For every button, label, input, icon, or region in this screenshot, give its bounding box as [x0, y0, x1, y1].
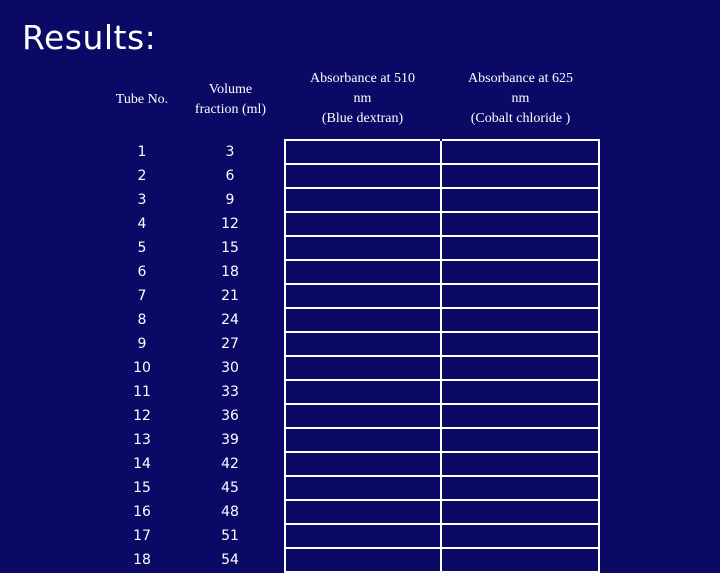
cell-volume-fraction: 21	[221, 288, 239, 304]
cell-tube-no: 17	[133, 528, 151, 544]
cell-tube-no: 8	[137, 312, 147, 328]
table-row	[108, 524, 599, 548]
cell-absorbance-625[interactable]	[441, 212, 599, 236]
cell-absorbance-510[interactable]	[285, 404, 441, 428]
cell-tube-no: 14	[133, 456, 151, 472]
cell-tube-no: 5	[137, 240, 147, 256]
cell-absorbance-625[interactable]	[441, 548, 599, 572]
cell-absorbance-510[interactable]	[285, 500, 441, 524]
cell-absorbance-510[interactable]	[285, 548, 441, 572]
table-row	[108, 284, 599, 308]
header-row	[108, 59, 599, 140]
cell-absorbance-625[interactable]	[441, 140, 599, 164]
cell-tube-no: 3	[137, 192, 147, 208]
cell-volume-fraction: 45	[221, 480, 239, 496]
header-abs625-line3: (Cobalt chloride )	[470, 111, 571, 126]
cell-absorbance-625[interactable]	[441, 308, 599, 332]
cell-tube-no: 10	[133, 360, 151, 376]
slide-title: Results:	[22, 18, 157, 57]
cell-absorbance-625[interactable]	[441, 236, 599, 260]
cell-absorbance-625[interactable]	[441, 332, 599, 356]
table-row	[108, 476, 599, 500]
cell-tube-no: 2	[137, 168, 147, 184]
cell-volume-fraction: 24	[221, 312, 239, 328]
header-absorbance-625	[441, 59, 599, 140]
table-row	[108, 212, 599, 236]
table-row	[108, 164, 599, 188]
cell-absorbance-510[interactable]	[285, 212, 441, 236]
cell-absorbance-510[interactable]	[285, 332, 441, 356]
cell-volume-fraction: 48	[221, 504, 239, 520]
cell-absorbance-510[interactable]	[285, 236, 441, 260]
cell-absorbance-510[interactable]	[285, 380, 441, 404]
header-abs510-line1: Absorbance at 510	[310, 71, 415, 86]
header-abs510-line3: (Blue dextran)	[321, 111, 404, 126]
cell-volume-fraction: 33	[221, 384, 239, 400]
header-tube-no	[108, 59, 176, 140]
cell-absorbance-625[interactable]	[441, 428, 599, 452]
cell-tube-no: 4	[137, 216, 147, 232]
cell-volume-fraction: 6	[225, 168, 235, 184]
cell-volume-fraction: 9	[225, 192, 235, 208]
table-row	[108, 548, 599, 572]
header-absorbance-510	[285, 59, 441, 140]
cell-volume-fraction: 12	[221, 216, 239, 232]
cell-tube-no: 15	[133, 480, 151, 496]
cell-volume-fraction: 3	[225, 144, 235, 160]
header-volume-line1: Volume	[208, 81, 253, 97]
cell-tube-no: 12	[133, 408, 151, 424]
header-volume	[176, 59, 285, 140]
cell-volume-fraction: 51	[221, 528, 239, 544]
cell-absorbance-625[interactable]	[441, 284, 599, 308]
cell-tube-no: 1	[137, 144, 147, 160]
cell-absorbance-510[interactable]	[285, 308, 441, 332]
cell-absorbance-510[interactable]	[285, 476, 441, 500]
table-row	[108, 332, 599, 356]
table-row	[108, 500, 599, 524]
cell-tube-no: 6	[137, 264, 147, 280]
cell-absorbance-625[interactable]	[441, 404, 599, 428]
cell-volume-fraction: 36	[221, 408, 239, 424]
cell-tube-no: 9	[137, 336, 147, 352]
cell-volume-fraction: 27	[221, 336, 239, 352]
cell-absorbance-625[interactable]	[441, 452, 599, 476]
header-volume-line2: fraction (ml)	[194, 101, 267, 117]
table-row	[108, 428, 599, 452]
cell-volume-fraction: 15	[221, 240, 239, 256]
cell-tube-no: 13	[133, 432, 151, 448]
cell-volume-fraction: 39	[221, 432, 239, 448]
cell-tube-no: 11	[133, 384, 151, 400]
cell-absorbance-510[interactable]	[285, 188, 441, 212]
cell-absorbance-510[interactable]	[285, 356, 441, 380]
cell-absorbance-625[interactable]	[441, 500, 599, 524]
cell-volume-fraction: 42	[221, 456, 239, 472]
header-abs625-line2: nm	[511, 91, 530, 106]
table-row	[108, 140, 599, 164]
table-row	[108, 452, 599, 476]
cell-tube-no: 7	[137, 288, 147, 304]
header-abs510-line2: nm	[353, 91, 372, 106]
table-row	[108, 236, 599, 260]
cell-volume-fraction: 18	[221, 264, 239, 280]
header-abs625-line1: Absorbance at 625	[468, 71, 573, 86]
cell-absorbance-625[interactable]	[441, 164, 599, 188]
cell-absorbance-625[interactable]	[441, 524, 599, 548]
cell-absorbance-510[interactable]	[285, 524, 441, 548]
cell-absorbance-625[interactable]	[441, 356, 599, 380]
cell-absorbance-625[interactable]	[441, 260, 599, 284]
cell-absorbance-510[interactable]	[285, 260, 441, 284]
table-row	[108, 404, 599, 428]
cell-volume-fraction: 54	[221, 552, 239, 568]
cell-absorbance-625[interactable]	[441, 380, 599, 404]
cell-absorbance-510[interactable]	[285, 140, 441, 164]
cell-absorbance-510[interactable]	[285, 164, 441, 188]
results-table	[108, 59, 600, 573]
table-row	[108, 380, 599, 404]
cell-absorbance-510[interactable]	[285, 284, 441, 308]
table-row	[108, 356, 599, 380]
cell-absorbance-510[interactable]	[285, 428, 441, 452]
table-row	[108, 260, 599, 284]
table-row	[108, 308, 599, 332]
cell-absorbance-625[interactable]	[441, 188, 599, 212]
cell-tube-no: 18	[133, 552, 151, 568]
table-body	[108, 140, 599, 572]
cell-volume-fraction: 30	[221, 360, 239, 376]
cell-tube-no: 16	[133, 504, 151, 520]
cell-absorbance-510[interactable]	[285, 452, 441, 476]
cell-absorbance-625[interactable]	[441, 476, 599, 500]
table-row	[108, 188, 599, 212]
header-tube-no-label: Tube No.	[115, 91, 169, 107]
